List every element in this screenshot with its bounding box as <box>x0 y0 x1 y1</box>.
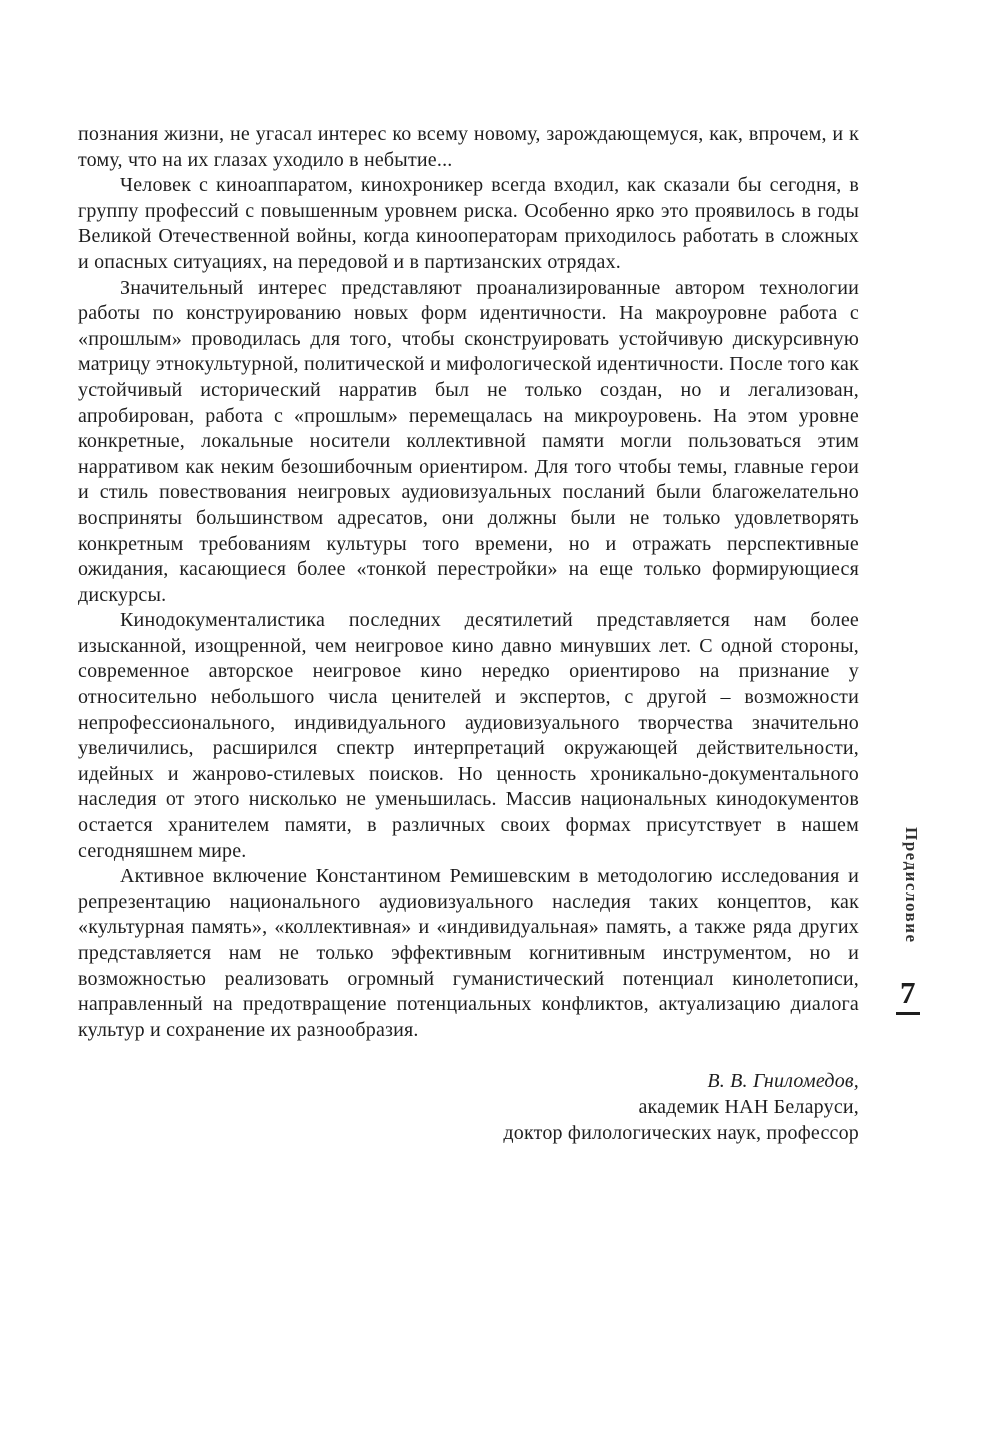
signature-author: В. В. Гниломедов, <box>707 1070 859 1093</box>
running-margin-title: Предисловие <box>902 827 921 944</box>
signature-title-line-2: доктор филологических наук, профессор <box>503 1121 859 1144</box>
signature-title-line-1: академик НАН Беларуси, <box>638 1095 859 1118</box>
paragraph: Значительный интерес представляют проанализированные автором технологии работы по конструированию новых форм идентичности. На макроуровне работа с «прошлым» проводилась для того, чтобы сконструировать устойчивую дискурсивную матрицу этнокультурной, политической и мифологической идентичности. После того как устойчивый исторический нарратив был не только создан, но и легализован, апробирован, работа с «прошлым» перемещалась на микроуровень. На этом уровне конкретные, локальные носители коллективной памяти могли пользоваться этим нарративом как неким безошибочным ориентиром. Для того чтобы темы, главные герои и стиль повествования неигровых аудиовизуальных посланий были благожелательно восприняты большинством адресатов, они должны были не только удовлетворять конкретным требованиям культуры того времени, но и отражать перспективные ожидания, касающиеся более «тонкой перестройки» на еще только формирующиеся дискурсы. <box>78 276 859 606</box>
preface-text-block <box>78 122 859 1146</box>
page-number: 7 <box>896 977 920 1015</box>
paragraph: познания жизни, не угасал интерес ко всему новому, зарождающемуся, как, впрочем, и к тому, что на их глазах уходило в небытие... <box>78 123 859 171</box>
paragraph: Кинодокументалистика последних десятилетий представляется нам более изысканной, изощренной, чем неигровое кино давно минувших лет. С одной стороны, современное авторское неигровое кино нередко ориентирово на признание у относительно небольшого числа ценителей и экспертов, с другой – возможности непрофессионального, индивидуального аудиовизуального творчества значительно увеличились, расширился спектр интерпретаций окружающей действительности, идейных и жанрово-стилевых поисков. Но ценность хроникально-документального наследия от этого нисколько не уменьшилась. Массив национальных кинодокументов остается хранителем памяти, в различных своих формах присутствует в нашем сегодняшнем мире. <box>78 609 859 862</box>
paragraph: Активное включение Константином Ремишевским в методологию исследования и репрезентацию национального аудиовизуального наследия таких концептов, как «культурная память», «коллективная» и «индивидуальная» память, а также ряда других представляется нам не только эффективным когнитивным инструментом, но и возможностью реализовать огромный гуманистический потенциал кинолетописи, направленный на предотвращение потенциальных конфликтов, актуализацию диалога культур и сохранение их разнообразия. <box>78 865 859 1041</box>
signature-block <box>78 1069 859 1146</box>
paragraph: Человек с киноаппаратом, кинохроникер всегда входил, как сказали бы сегодня, в группу профессий с повышенным уровнем риска. Особенно ярко это проявилось в годы Великой Отечественной войны, когда кинооператорам приходилось работать в сложных и опасных ситуациях, на передовой и в партизанских отрядах. <box>78 174 859 273</box>
